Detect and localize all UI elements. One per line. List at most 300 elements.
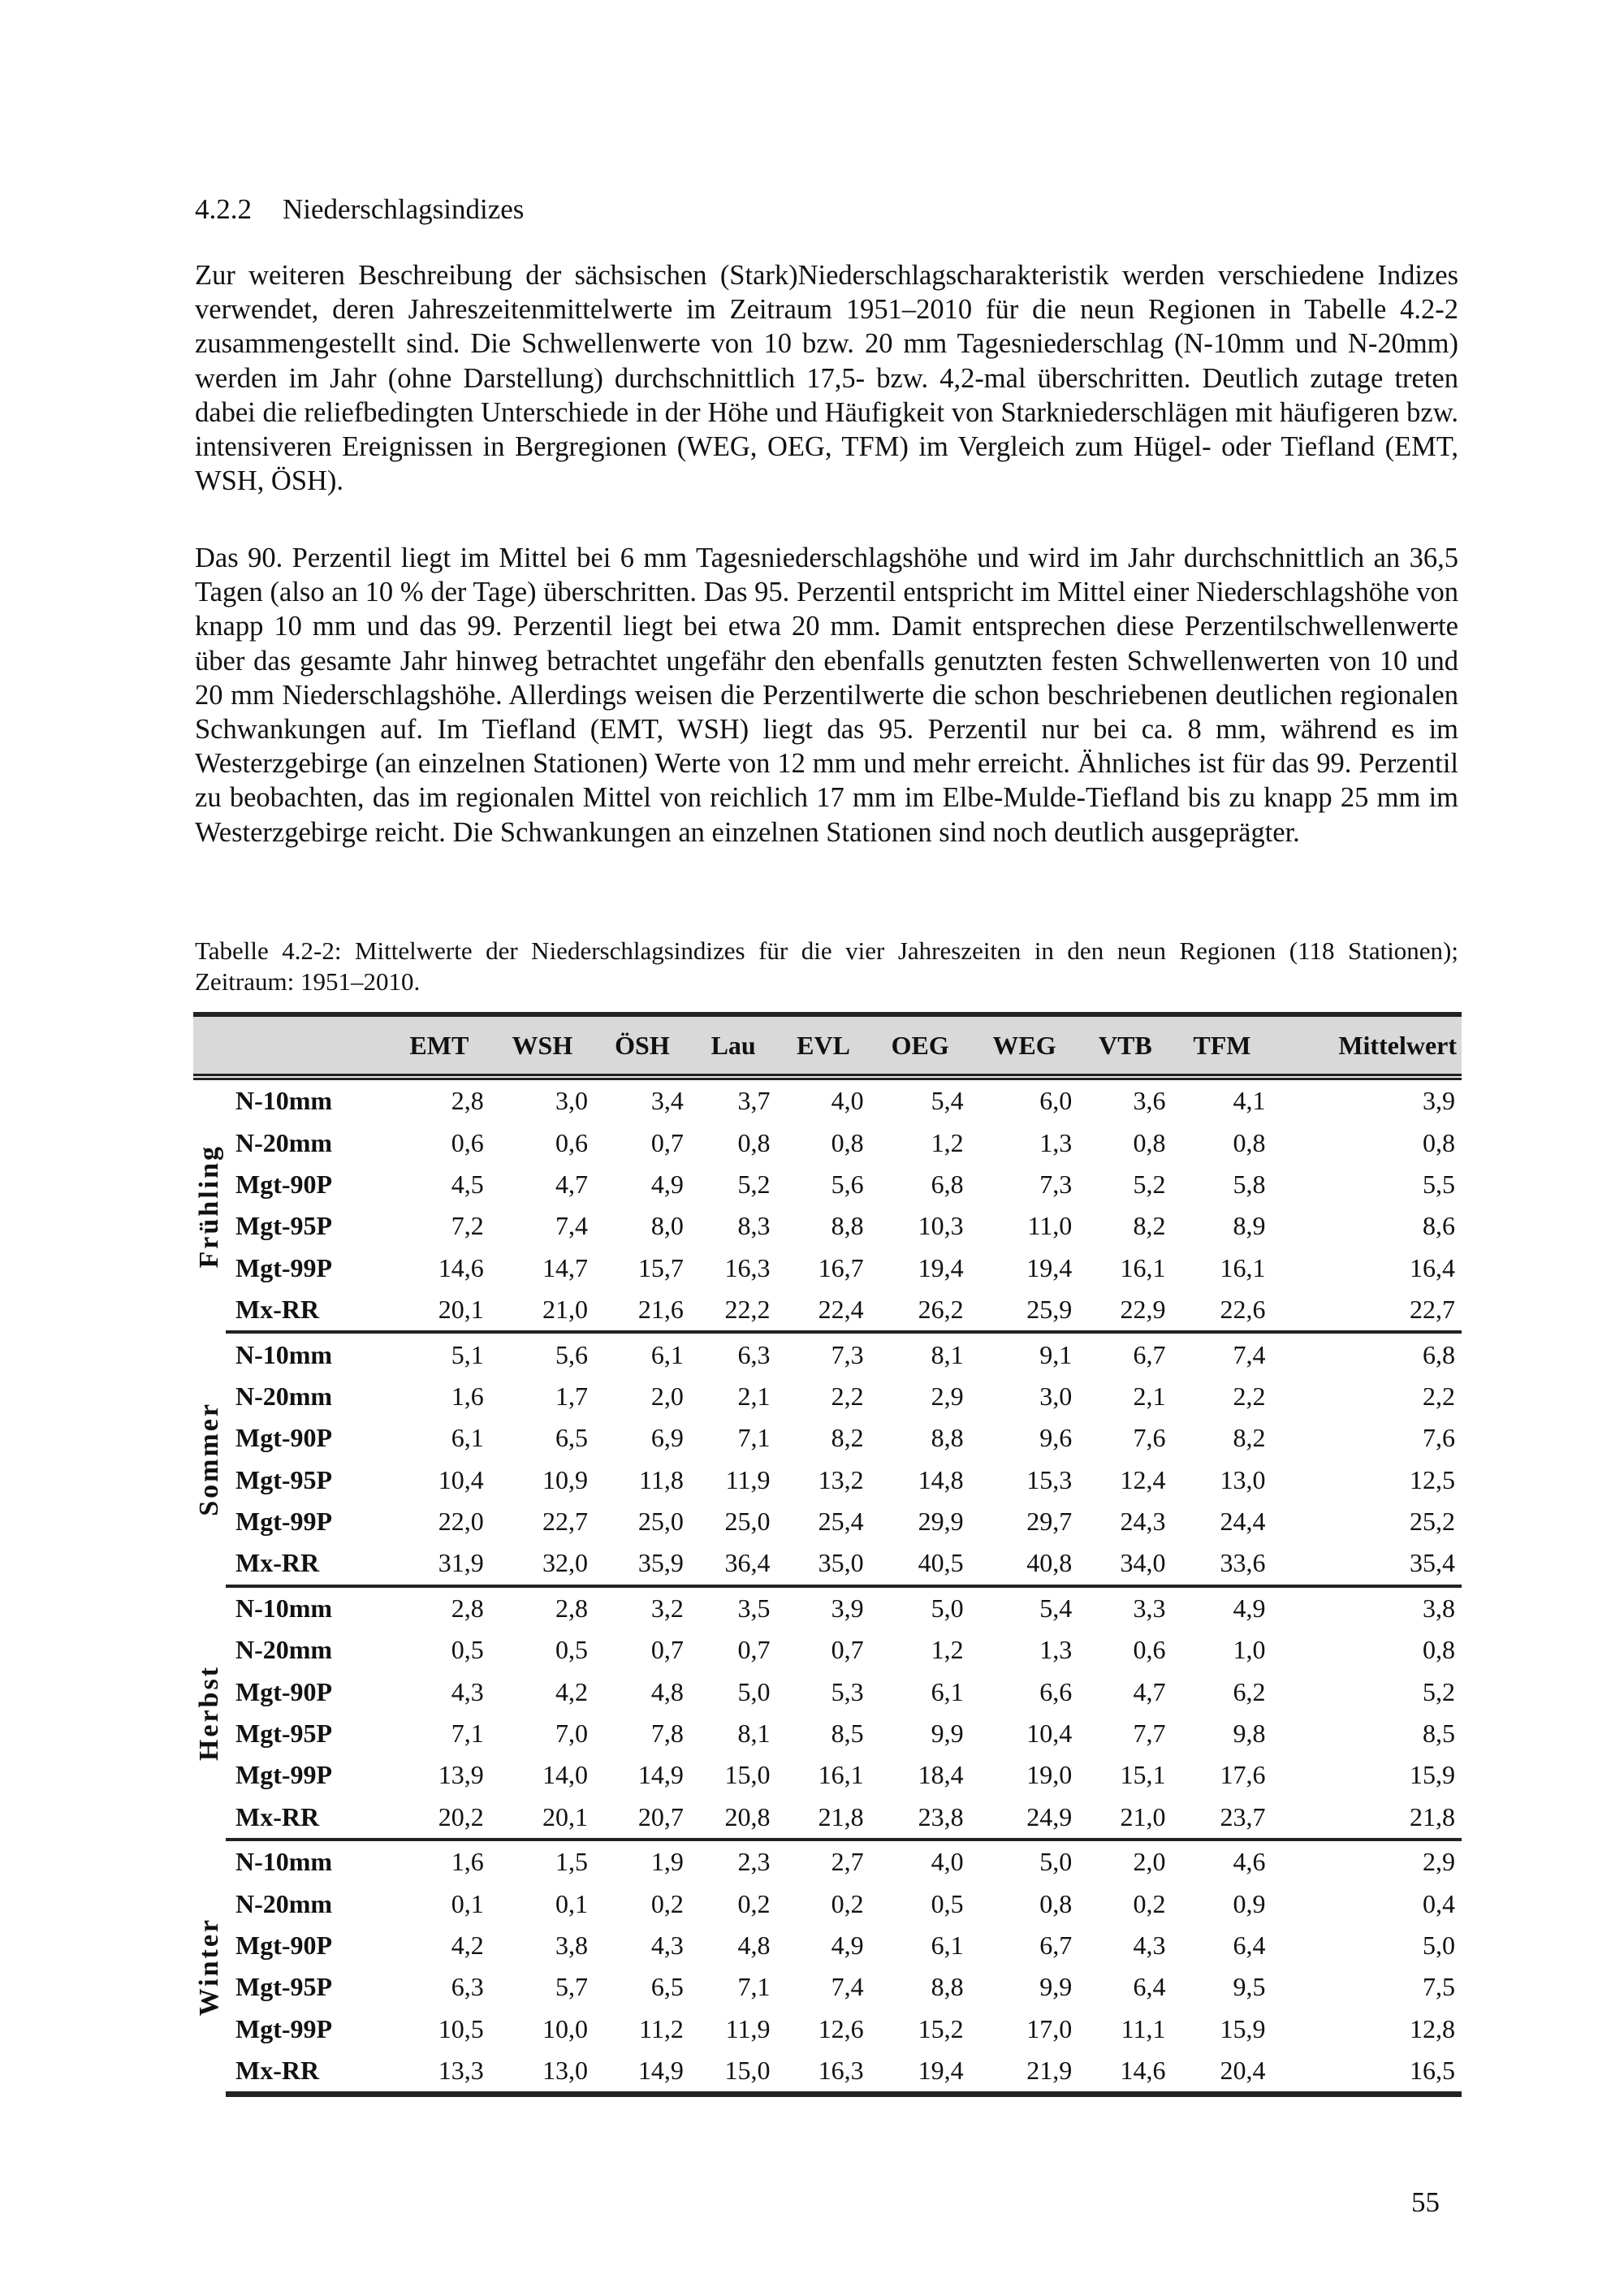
value-cell: 5,0 bbox=[1423, 1931, 1455, 1960]
value-cell: 2,2 bbox=[1233, 1381, 1266, 1411]
value-cell: 16,7 bbox=[818, 1252, 864, 1282]
value-cell: 15,7 bbox=[637, 1252, 684, 1282]
value-cell: 1,6 bbox=[451, 1847, 484, 1877]
value-cell: 21,8 bbox=[776, 1797, 870, 1840]
value-cell: 16,3 bbox=[724, 1252, 771, 1282]
value-cell: 4,0 bbox=[931, 1847, 964, 1877]
value-cell: 13,0 bbox=[1220, 1464, 1266, 1494]
value-cell: 6,1 bbox=[931, 1931, 964, 1960]
value-cell: 8,1 bbox=[737, 1719, 771, 1749]
row-label: N-10mm bbox=[235, 1086, 333, 1116]
value-cell: 9,1 bbox=[1039, 1339, 1073, 1369]
value-cell: 6,0 bbox=[1039, 1086, 1073, 1116]
value-cell: 7,1 bbox=[737, 1972, 771, 2002]
value-cell: 10,3 bbox=[918, 1211, 964, 1241]
value-cell: 0,6 bbox=[1133, 1635, 1166, 1665]
season-label: Winter bbox=[194, 1918, 224, 2017]
value-cell: 14,6 bbox=[1078, 2050, 1172, 2095]
paragraph-1: Zur weiteren Beschreibung der sächsischen (Stark)Niederschlagscharakteristik werden verschiedene Indizes verwendet, deren Jahreszeitenmittelwerte im Zeitraum 1951–2010 für die neun Regionen in Tabelle 4.2-2 zusammengestellt sind. Die Schwellenwerte von 10 bzw. 20 mm Tagesniederschlag (N-10mm und N-20mm) werden im Jahr (ohne Darstellung) durchschnittlich 17,5- bzw. 4,2-mal überschritten. Deutlich zutage treten dabei die reliefbedingten Unterschiede in der Höhe und Häufigkeit von Starkniederschlägen mit häufigeren bzw. intensiveren Ereignissen in Bergregionen (WEG, OEG, TFM) im Vergleich zum Hügel- oder Tiefland (EMT, WSH, ÖSH). bbox=[195, 260, 1458, 497]
value-cell: 2,8 bbox=[451, 1086, 484, 1116]
value-cell: 2,2 bbox=[831, 1381, 864, 1411]
row-label: Mgt-99P bbox=[235, 1252, 333, 1282]
value-cell: 9,8 bbox=[1233, 1719, 1266, 1749]
value-cell: 4,3 bbox=[650, 1931, 684, 1960]
value-cell: 5,6 bbox=[555, 1339, 589, 1369]
value-cell: 21,0 bbox=[1078, 1797, 1172, 1840]
table-row bbox=[193, 2050, 1462, 2095]
row-label: N-20mm bbox=[235, 1381, 333, 1411]
value-cell: 29,7 bbox=[1026, 1507, 1073, 1537]
value-cell: 7,3 bbox=[831, 1339, 864, 1369]
value-cell: 6,3 bbox=[451, 1972, 484, 2002]
value-cell: 25,0 bbox=[637, 1507, 684, 1537]
value-cell: 17,6 bbox=[1220, 1760, 1266, 1790]
value-cell: 6,1 bbox=[650, 1339, 684, 1369]
table-row bbox=[193, 1332, 1462, 1375]
value-cell: 5,7 bbox=[555, 1972, 589, 2002]
value-cell: 23,7 bbox=[1172, 1797, 1272, 1840]
column-header: Mittelwert bbox=[1272, 1014, 1462, 1077]
value-cell: 0,4 bbox=[1423, 1888, 1455, 1918]
value-cell: 15,9 bbox=[1220, 2013, 1266, 2043]
value-cell: 7,6 bbox=[1133, 1423, 1166, 1453]
value-cell: 2,0 bbox=[1133, 1847, 1166, 1877]
value-cell: 20,1 bbox=[388, 1289, 490, 1332]
value-cell: 12,5 bbox=[1410, 1464, 1455, 1494]
column-header: WSH bbox=[490, 1014, 594, 1077]
value-cell: 0,2 bbox=[650, 1888, 684, 1918]
table-header-row bbox=[193, 1014, 1462, 1077]
value-cell: 13,9 bbox=[438, 1760, 484, 1790]
table-row bbox=[193, 1077, 1462, 1122]
value-cell: 9,6 bbox=[1039, 1423, 1073, 1453]
value-cell: 21,6 bbox=[594, 1289, 690, 1332]
table-row bbox=[193, 1925, 1462, 1966]
value-cell: 7,1 bbox=[451, 1719, 484, 1749]
value-cell: 0,7 bbox=[650, 1127, 684, 1157]
value-cell: 8,2 bbox=[1133, 1211, 1166, 1241]
table-row bbox=[193, 1586, 1462, 1629]
value-cell: 0,1 bbox=[451, 1888, 484, 1918]
value-cell: 8,2 bbox=[831, 1423, 864, 1453]
value-cell: 35,4 bbox=[1272, 1542, 1462, 1585]
value-cell: 6,8 bbox=[1423, 1339, 1455, 1369]
table-caption: Tabelle 4.2-2: Mittelwerte der Niederschlagsindizes für die vier Jahreszeiten in den neun Regionen (118 Stationen); Zeitraum: 1951–2010. bbox=[195, 936, 1458, 996]
value-cell: 24,3 bbox=[1120, 1507, 1166, 1537]
table-row bbox=[193, 1164, 1462, 1205]
value-cell: 2,1 bbox=[737, 1381, 771, 1411]
table-row bbox=[193, 1797, 1462, 1840]
value-cell: 0,1 bbox=[555, 1888, 589, 1918]
value-cell: 1,2 bbox=[931, 1127, 964, 1157]
value-cell: 19,4 bbox=[918, 1252, 964, 1282]
value-cell: 3,9 bbox=[831, 1593, 864, 1623]
row-label: Mgt-99P bbox=[235, 1760, 333, 1790]
value-cell: 2,8 bbox=[555, 1593, 589, 1623]
value-cell: 8,2 bbox=[1233, 1423, 1266, 1453]
row-label: Mx-RR bbox=[226, 1542, 388, 1585]
value-cell: 4,3 bbox=[1133, 1931, 1166, 1960]
table-row bbox=[193, 1840, 1462, 1883]
column-header: EVL bbox=[776, 1014, 870, 1077]
value-cell: 3,7 bbox=[737, 1086, 771, 1116]
value-cell: 7,4 bbox=[1233, 1339, 1266, 1369]
value-cell: 2,8 bbox=[451, 1593, 484, 1623]
row-label: Mgt-95P bbox=[235, 1719, 333, 1749]
row-label: N-20mm bbox=[235, 1127, 333, 1157]
value-cell: 8,8 bbox=[931, 1972, 964, 2002]
value-cell: 0,8 bbox=[1133, 1127, 1166, 1157]
value-cell: 8,9 bbox=[1233, 1211, 1266, 1241]
value-cell: 9,5 bbox=[1233, 1972, 1266, 2002]
value-cell: 5,4 bbox=[931, 1086, 964, 1116]
column-header: WEG bbox=[970, 1014, 1079, 1077]
value-cell: 5,8 bbox=[1233, 1169, 1266, 1199]
value-cell: 5,1 bbox=[451, 1339, 484, 1369]
value-cell: 26,2 bbox=[870, 1289, 970, 1332]
row-label: Mgt-90P bbox=[235, 1423, 333, 1453]
value-cell: 1,3 bbox=[1039, 1635, 1073, 1665]
value-cell: 16,1 bbox=[1120, 1252, 1166, 1282]
table-row bbox=[193, 1205, 1462, 1247]
value-cell: 7,8 bbox=[650, 1719, 684, 1749]
value-cell: 3,4 bbox=[650, 1086, 684, 1116]
value-cell: 24,4 bbox=[1220, 1507, 1266, 1537]
value-cell: 7,7 bbox=[1133, 1719, 1166, 1749]
value-cell: 19,4 bbox=[870, 2050, 970, 2095]
value-cell: 0,2 bbox=[1133, 1888, 1166, 1918]
value-cell: 4,2 bbox=[451, 1931, 484, 1960]
value-cell: 15,1 bbox=[1120, 1760, 1166, 1790]
value-cell: 12,8 bbox=[1410, 2013, 1455, 2043]
value-cell: 20,8 bbox=[690, 1797, 777, 1840]
value-cell: 23,8 bbox=[870, 1797, 970, 1840]
value-cell: 0,8 bbox=[737, 1127, 771, 1157]
value-cell: 0,7 bbox=[737, 1635, 771, 1665]
value-cell: 14,0 bbox=[542, 1760, 589, 1790]
value-cell: 0,8 bbox=[831, 1127, 864, 1157]
row-label: Mgt-99P bbox=[235, 1507, 333, 1537]
value-cell: 15,2 bbox=[918, 2013, 964, 2043]
table-row bbox=[193, 1629, 1462, 1671]
value-cell: 0,5 bbox=[451, 1635, 484, 1665]
value-cell: 1,7 bbox=[555, 1381, 589, 1411]
row-label: Mx-RR bbox=[226, 1797, 388, 1840]
value-cell: 22,7 bbox=[542, 1507, 589, 1537]
value-cell: 4,1 bbox=[1233, 1086, 1266, 1116]
value-cell: 6,4 bbox=[1133, 1972, 1166, 2002]
value-cell: 3,2 bbox=[650, 1593, 684, 1623]
value-cell: 4,6 bbox=[1233, 1847, 1266, 1877]
row-label: N-10mm bbox=[235, 1339, 333, 1369]
value-cell: 17,0 bbox=[1026, 2013, 1073, 2043]
column-header: VTB bbox=[1078, 1014, 1172, 1077]
value-cell: 10,0 bbox=[542, 2013, 589, 2043]
value-cell: 40,8 bbox=[970, 1542, 1079, 1585]
value-cell: 0,8 bbox=[1039, 1888, 1073, 1918]
value-cell: 8,5 bbox=[1423, 1719, 1455, 1749]
value-cell: 33,6 bbox=[1172, 1542, 1272, 1585]
value-cell: 22,9 bbox=[1078, 1289, 1172, 1332]
value-cell: 11,2 bbox=[639, 2013, 684, 2043]
value-cell: 10,9 bbox=[542, 1464, 589, 1494]
value-cell: 7,4 bbox=[555, 1211, 589, 1241]
value-cell: 0,5 bbox=[555, 1635, 589, 1665]
value-cell: 2,3 bbox=[737, 1847, 771, 1877]
value-cell: 11,9 bbox=[725, 1464, 771, 1494]
value-cell: 16,1 bbox=[818, 1760, 864, 1790]
paragraph-2: Das 90. Perzentil liegt im Mittel bei 6 mm Tagesniederschlagshöhe und wird im Jahr durchschnittlich an 36,5 Tagen (also an 10 % der Tage) überschritten. Das 95. Perzentil entspricht im Mittel einer Niederschlagshöhe von knapp 10 mm und das 99. Perzentil liegt bei etwa 20 mm. Damit entsprechen diese Perzentilschwellenwerte über das gesamte Jahr hinweg betrachtet ungefähr den ebenfalls genutzten festen Schwellenwerten von 10 und 20 mm Niederschlagshöhe. Allerdings weisen die Perzentilwerte die schon beschriebenen deutlichen regionalen Schwankungen auf. Im Tiefland (EMT, WSH) liegt das 95. Perzentil nur bei ca. 8 mm, während es im Westerzgebirge (an einzelnen Stationen) Werte von 12 mm und mehr erreicht. Ähnliches ist für das 99. Perzentil zu beobachten, das im regionalen Mittel von reichlich 17 mm im Elbe-Mulde-Tiefland bis zu knapp 25 mm im Westerzgebirge reicht. Die Schwankungen an einzelnen Stationen sind noch deutlich ausgeprägter. bbox=[195, 543, 1458, 848]
value-cell: 5,4 bbox=[1039, 1593, 1073, 1623]
row-label: Mx-RR bbox=[226, 1289, 388, 1332]
value-cell: 3,0 bbox=[555, 1086, 589, 1116]
value-cell: 6,3 bbox=[737, 1339, 771, 1369]
value-cell: 7,5 bbox=[1423, 1972, 1455, 2002]
value-cell: 8,1 bbox=[931, 1339, 964, 1369]
value-cell: 7,2 bbox=[451, 1211, 484, 1241]
row-label: Mgt-90P bbox=[235, 1931, 333, 1960]
column-header: TFM bbox=[1172, 1014, 1272, 1077]
table-row bbox=[193, 1671, 1462, 1712]
value-cell: 4,9 bbox=[831, 1931, 864, 1960]
value-cell: 2,0 bbox=[650, 1381, 684, 1411]
value-cell: 11,8 bbox=[639, 1464, 684, 1494]
value-cell: 31,9 bbox=[388, 1542, 490, 1585]
value-cell: 7,1 bbox=[737, 1423, 771, 1453]
value-cell: 13,2 bbox=[818, 1464, 864, 1494]
value-cell: 6,7 bbox=[1133, 1339, 1166, 1369]
value-cell: 15,0 bbox=[690, 2050, 777, 2095]
row-label: N-10mm bbox=[235, 1847, 333, 1877]
value-cell: 1,5 bbox=[555, 1847, 589, 1877]
value-cell: 11,0 bbox=[1027, 1211, 1073, 1241]
value-cell: 11,9 bbox=[725, 2013, 771, 2043]
value-cell: 16,5 bbox=[1272, 2050, 1462, 2095]
value-cell: 0,7 bbox=[650, 1635, 684, 1665]
value-cell: 6,9 bbox=[650, 1423, 684, 1453]
value-cell: 2,9 bbox=[931, 1381, 964, 1411]
value-cell: 35,0 bbox=[776, 1542, 870, 1585]
value-cell: 15,3 bbox=[1026, 1464, 1073, 1494]
value-cell: 0,8 bbox=[1423, 1635, 1455, 1665]
value-cell: 4,3 bbox=[451, 1676, 484, 1706]
header-blank bbox=[193, 1014, 388, 1077]
value-cell: 15,0 bbox=[724, 1760, 771, 1790]
season-cell bbox=[193, 1077, 226, 1332]
value-cell: 8,5 bbox=[831, 1719, 864, 1749]
column-header: ÖSH bbox=[594, 1014, 690, 1077]
value-cell: 2,7 bbox=[831, 1847, 864, 1877]
value-cell: 5,0 bbox=[737, 1676, 771, 1706]
value-cell: 1,0 bbox=[1233, 1635, 1266, 1665]
value-cell: 6,5 bbox=[650, 1972, 684, 2002]
value-cell: 6,5 bbox=[555, 1423, 589, 1453]
season-label: Herbst bbox=[194, 1664, 224, 1761]
value-cell: 4,0 bbox=[831, 1086, 864, 1116]
value-cell: 0,6 bbox=[555, 1127, 589, 1157]
value-cell: 18,4 bbox=[918, 1760, 964, 1790]
value-cell: 29,9 bbox=[918, 1507, 964, 1537]
value-cell: 5,2 bbox=[1423, 1676, 1455, 1706]
table-row bbox=[193, 1754, 1462, 1796]
value-cell: 8,3 bbox=[737, 1211, 771, 1241]
value-cell: 8,8 bbox=[931, 1423, 964, 1453]
column-header: EMT bbox=[388, 1014, 490, 1077]
value-cell: 6,6 bbox=[1039, 1676, 1073, 1706]
value-cell: 14,9 bbox=[637, 1760, 684, 1790]
row-label: Mgt-95P bbox=[235, 1211, 333, 1241]
table-row bbox=[193, 2008, 1462, 2050]
value-cell: 2,2 bbox=[1423, 1381, 1455, 1411]
value-cell: 8,6 bbox=[1423, 1211, 1455, 1241]
value-cell: 10,4 bbox=[1026, 1719, 1073, 1749]
column-header: OEG bbox=[870, 1014, 970, 1077]
value-cell: 1,9 bbox=[650, 1847, 684, 1877]
value-cell: 19,4 bbox=[1026, 1252, 1073, 1282]
value-cell: 6,2 bbox=[1233, 1676, 1266, 1706]
value-cell: 6,7 bbox=[1039, 1931, 1073, 1960]
value-cell: 0,6 bbox=[451, 1127, 484, 1157]
value-cell: 15,9 bbox=[1410, 1760, 1455, 1790]
season-label: Frühling bbox=[194, 1144, 224, 1269]
value-cell: 34,0 bbox=[1078, 1542, 1172, 1585]
value-cell: 35,9 bbox=[594, 1542, 690, 1585]
page-number: 55 bbox=[1411, 2186, 1440, 2218]
value-cell: 1,2 bbox=[931, 1635, 964, 1665]
value-cell: 0,8 bbox=[1423, 1127, 1455, 1157]
row-label: N-20mm bbox=[235, 1888, 333, 1918]
value-cell: 0,2 bbox=[737, 1888, 771, 1918]
value-cell: 20,7 bbox=[594, 1797, 690, 1840]
value-cell: 4,9 bbox=[1233, 1593, 1266, 1623]
season-label: Sommer bbox=[194, 1402, 224, 1516]
value-cell: 0,7 bbox=[831, 1635, 864, 1665]
value-cell: 14,6 bbox=[438, 1252, 484, 1282]
value-cell: 5,0 bbox=[1039, 1847, 1073, 1877]
value-cell: 5,5 bbox=[1423, 1169, 1455, 1199]
value-cell: 6,4 bbox=[1233, 1931, 1266, 1960]
value-cell: 10,4 bbox=[438, 1464, 484, 1494]
value-cell: 8,0 bbox=[650, 1211, 684, 1241]
value-cell: 0,2 bbox=[831, 1888, 864, 1918]
value-cell: 6,1 bbox=[931, 1676, 964, 1706]
value-cell: 22,2 bbox=[690, 1289, 777, 1332]
value-cell: 20,1 bbox=[490, 1797, 594, 1840]
value-cell: 14,8 bbox=[918, 1464, 964, 1494]
value-cell: 3,0 bbox=[1039, 1381, 1073, 1411]
value-cell: 14,7 bbox=[542, 1252, 589, 1282]
value-cell: 16,1 bbox=[1220, 1252, 1266, 1282]
row-label: Mgt-90P bbox=[235, 1169, 333, 1199]
table-row bbox=[193, 1247, 1462, 1289]
value-cell: 9,9 bbox=[931, 1719, 964, 1749]
value-cell: 4,2 bbox=[555, 1676, 589, 1706]
value-cell: 13,0 bbox=[490, 2050, 594, 2095]
value-cell: 1,6 bbox=[451, 1381, 484, 1411]
section-title: Niederschlagsindizes bbox=[283, 193, 525, 225]
value-cell: 12,6 bbox=[818, 2013, 864, 2043]
value-cell: 36,4 bbox=[690, 1542, 777, 1585]
value-cell: 16,3 bbox=[776, 2050, 870, 2095]
value-cell: 22,6 bbox=[1172, 1289, 1272, 1332]
season-cell bbox=[193, 1840, 226, 2095]
value-cell: 5,2 bbox=[1133, 1169, 1166, 1199]
table-row bbox=[193, 1966, 1462, 2008]
section-number: 4.2.2 bbox=[195, 193, 252, 225]
table-row bbox=[193, 1417, 1462, 1459]
value-cell: 11,1 bbox=[1121, 2013, 1166, 2043]
value-cell: 5,2 bbox=[737, 1169, 771, 1199]
table-row bbox=[193, 1542, 1462, 1585]
season-cell bbox=[193, 1332, 226, 1585]
value-cell: 22,4 bbox=[776, 1289, 870, 1332]
row-label: Mgt-95P bbox=[235, 1972, 333, 2002]
value-cell: 10,5 bbox=[438, 2013, 484, 2043]
value-cell: 4,7 bbox=[555, 1169, 589, 1199]
table-row bbox=[193, 1122, 1462, 1163]
value-cell: 8,8 bbox=[831, 1211, 864, 1241]
table-row bbox=[193, 1459, 1462, 1501]
value-cell: 0,5 bbox=[931, 1888, 964, 1918]
value-cell: 25,9 bbox=[970, 1289, 1079, 1332]
value-cell: 24,9 bbox=[970, 1797, 1079, 1840]
table-row bbox=[193, 1289, 1462, 1332]
value-cell: 25,0 bbox=[724, 1507, 771, 1537]
value-cell: 3,6 bbox=[1133, 1086, 1166, 1116]
value-cell: 40,5 bbox=[870, 1542, 970, 1585]
value-cell: 13,3 bbox=[388, 2050, 490, 2095]
row-label: Mx-RR bbox=[226, 2050, 388, 2095]
value-cell: 19,0 bbox=[1026, 1760, 1073, 1790]
row-label: Mgt-95P bbox=[235, 1464, 333, 1494]
value-cell: 20,2 bbox=[388, 1797, 490, 1840]
indices-table bbox=[193, 1012, 1462, 2097]
value-cell: 4,8 bbox=[737, 1931, 771, 1960]
value-cell: 3,3 bbox=[1133, 1593, 1166, 1623]
value-cell: 3,8 bbox=[1423, 1593, 1455, 1623]
value-cell: 3,9 bbox=[1423, 1086, 1455, 1116]
value-cell: 7,3 bbox=[1039, 1169, 1073, 1199]
table-row bbox=[193, 1501, 1462, 1542]
row-label: N-20mm bbox=[235, 1635, 333, 1665]
value-cell: 20,4 bbox=[1172, 2050, 1272, 2095]
value-cell: 7,4 bbox=[831, 1972, 864, 2002]
value-cell: 14,9 bbox=[594, 2050, 690, 2095]
value-cell: 16,4 bbox=[1410, 1252, 1455, 1282]
value-cell: 7,0 bbox=[555, 1719, 589, 1749]
season-cell bbox=[193, 1586, 226, 1840]
value-cell: 1,3 bbox=[1039, 1127, 1073, 1157]
value-cell: 5,3 bbox=[831, 1676, 864, 1706]
value-cell: 21,0 bbox=[490, 1289, 594, 1332]
value-cell: 21,8 bbox=[1272, 1797, 1462, 1840]
value-cell: 0,9 bbox=[1233, 1888, 1266, 1918]
value-cell: 4,5 bbox=[451, 1169, 484, 1199]
column-header: Lau bbox=[690, 1014, 777, 1077]
table-row bbox=[193, 1713, 1462, 1754]
value-cell: 32,0 bbox=[490, 1542, 594, 1585]
value-cell: 9,9 bbox=[1039, 1972, 1073, 2002]
value-cell: 6,1 bbox=[451, 1423, 484, 1453]
value-cell: 25,4 bbox=[818, 1507, 864, 1537]
row-label: Mgt-99P bbox=[235, 2013, 333, 2043]
value-cell: 4,9 bbox=[650, 1169, 684, 1199]
value-cell: 21,9 bbox=[970, 2050, 1079, 2095]
value-cell: 2,1 bbox=[1133, 1381, 1166, 1411]
value-cell: 5,6 bbox=[831, 1169, 864, 1199]
value-cell: 22,7 bbox=[1272, 1289, 1462, 1332]
value-cell: 25,2 bbox=[1410, 1507, 1455, 1537]
